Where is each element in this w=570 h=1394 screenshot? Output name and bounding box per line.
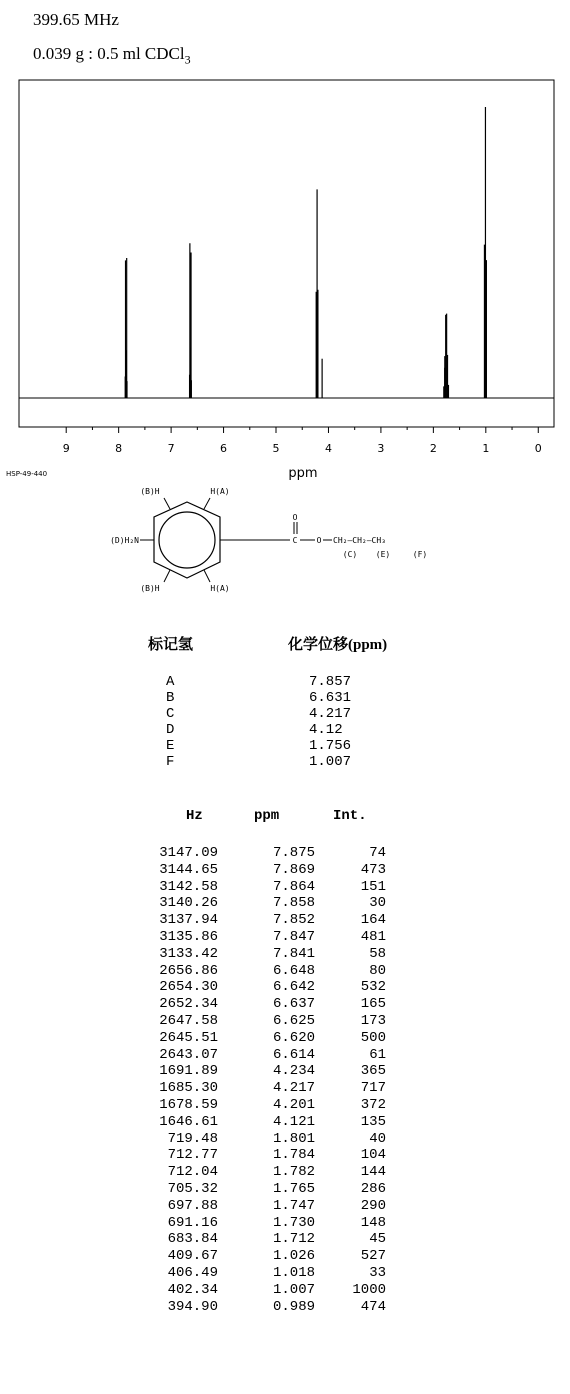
peak-intensity: 164 xyxy=(360,912,386,929)
peak-ppm: 1.018 xyxy=(272,1265,315,1281)
peak-hz: 691.16 xyxy=(167,1214,218,1231)
x-tick-label: 7 xyxy=(167,442,175,455)
peak-hz: 3137.94 xyxy=(159,912,218,929)
peak-intensity: 58 xyxy=(369,945,386,962)
label-ha-top: H(A) xyxy=(210,487,230,496)
peak-intensity: 74 xyxy=(369,845,386,861)
bond-ha-bottom xyxy=(204,570,210,582)
peak-header-ppm: ppm xyxy=(254,808,280,824)
peak-hz: 3142.58 xyxy=(159,878,218,895)
peak-row xyxy=(0,963,570,979)
assignment-shift: 4.12 xyxy=(309,722,343,738)
peak-row xyxy=(0,1097,570,1113)
assignment-shift: 1.007 xyxy=(309,754,352,770)
peak-row xyxy=(0,1131,570,1147)
peak-row xyxy=(0,1047,570,1063)
label-f: (F) xyxy=(412,550,428,559)
peak-ppm: 4.121 xyxy=(272,1113,315,1130)
peak-intensity: 1000 xyxy=(352,1281,386,1298)
peak-intensity: 286 xyxy=(360,1181,386,1197)
peak-ppm: 1.730 xyxy=(272,1214,315,1231)
peak-intensity: 135 xyxy=(360,1113,386,1130)
label-e: (E) xyxy=(375,550,391,559)
peak-row xyxy=(0,1164,570,1180)
peak-hz: 1678.59 xyxy=(159,1097,218,1113)
peak-ppm: 7.875 xyxy=(272,845,315,861)
peak-hz: 2656.86 xyxy=(159,962,218,979)
label-carbonyl-o: O xyxy=(292,513,298,522)
peak-ppm: 7.841 xyxy=(272,945,315,962)
peak-row xyxy=(0,1282,570,1298)
peak-hz: 2654.30 xyxy=(159,979,218,996)
x-tick-label: 3 xyxy=(377,442,385,455)
peak-ppm: 1.784 xyxy=(272,1147,315,1164)
x-tick-label: 4 xyxy=(324,442,332,455)
assignment-label: D xyxy=(166,722,175,738)
bond-hb-bottom xyxy=(164,570,170,582)
x-tick-label: 9 xyxy=(62,442,70,455)
assignment-shift: 7.857 xyxy=(309,674,352,690)
peak-hz: 2652.34 xyxy=(159,996,218,1013)
peak-row xyxy=(0,879,570,895)
peak-ppm: 1.801 xyxy=(272,1130,315,1147)
peak-intensity: 500 xyxy=(360,1029,386,1046)
peak-row xyxy=(0,1248,570,1264)
label-hb-bottom: (B)H xyxy=(140,584,160,593)
sample-subscript: 3 xyxy=(184,52,191,67)
peak-hz: 1685.30 xyxy=(159,1080,218,1097)
peak-hz: 683.84 xyxy=(167,1231,218,1248)
peak-row xyxy=(0,912,570,928)
label-ester-c: C xyxy=(292,536,298,545)
peak-intensity: 144 xyxy=(360,1164,386,1181)
peak-intensity: 151 xyxy=(360,878,386,895)
assignment-row xyxy=(0,706,570,722)
peak-intensity: 365 xyxy=(360,1063,386,1080)
peak-ppm: 0.989 xyxy=(272,1298,315,1315)
peak-intensity: 80 xyxy=(369,962,386,979)
assignment-label: F xyxy=(166,754,175,770)
label-ester-o: O xyxy=(316,536,322,545)
plot-frame xyxy=(19,80,554,427)
peak-header-hz: Hz xyxy=(186,808,203,824)
peak-ppm: 1.747 xyxy=(272,1197,315,1214)
assignment-label: B xyxy=(166,690,175,706)
peak-row xyxy=(0,1030,570,1046)
peak-ppm: 4.234 xyxy=(272,1063,315,1080)
assignment-shift: 6.631 xyxy=(309,690,352,706)
peak-row xyxy=(0,929,570,945)
label-c: (C) xyxy=(342,550,358,559)
label-amine: (D)H₂N xyxy=(110,536,139,545)
tick-layer xyxy=(63,427,542,455)
assignment-label: E xyxy=(166,738,175,754)
x-tick-label: 0 xyxy=(534,442,542,455)
assignment-row xyxy=(0,674,570,690)
peak-ppm: 1.026 xyxy=(272,1248,315,1265)
peak-ppm: 6.620 xyxy=(272,1029,315,1046)
peak-hz: 1646.61 xyxy=(159,1113,218,1130)
peak-header-int: Int. xyxy=(333,808,367,824)
peak-ppm: 6.625 xyxy=(272,1013,315,1029)
assignment-row xyxy=(0,738,570,754)
peak-intensity: 290 xyxy=(360,1197,386,1214)
peak-hz: 402.34 xyxy=(167,1281,218,1298)
peak-row xyxy=(0,895,570,911)
peak-ppm: 1.007 xyxy=(272,1281,315,1298)
peak-intensity: 527 xyxy=(360,1248,386,1265)
peak-layer xyxy=(125,107,486,398)
x-tick-label: 5 xyxy=(272,442,280,455)
peak-ppm: 7.847 xyxy=(272,929,315,945)
peak-intensity: 717 xyxy=(360,1080,386,1097)
peak-row xyxy=(0,996,570,1012)
peak-row xyxy=(0,979,570,995)
peak-hz: 409.67 xyxy=(167,1248,218,1265)
peak-ppm: 6.614 xyxy=(272,1046,315,1063)
peak-ppm: 6.637 xyxy=(272,996,315,1013)
peak-ppm: 7.858 xyxy=(272,895,315,912)
peak-intensity: 33 xyxy=(369,1265,386,1281)
peak-row xyxy=(0,1299,570,1315)
peak-ppm: 7.852 xyxy=(272,912,315,929)
peak-row xyxy=(0,1181,570,1197)
molecule-structure xyxy=(110,482,470,617)
peak-intensity: 532 xyxy=(360,979,386,996)
peak-intensity: 45 xyxy=(369,1231,386,1248)
label-ha-bottom: H(A) xyxy=(210,584,230,593)
assignment-label: A xyxy=(166,674,175,690)
peak-row xyxy=(0,1147,570,1163)
assignment-shift: 4.217 xyxy=(309,706,352,722)
bond-hb-top xyxy=(164,498,170,509)
x-axis-label: ppm xyxy=(288,466,318,481)
peak-hz: 3144.65 xyxy=(159,861,218,878)
peak-hz: 705.32 xyxy=(167,1181,218,1197)
peak-intensity: 473 xyxy=(360,861,386,878)
peak-hz: 2645.51 xyxy=(159,1029,218,1046)
peak-row xyxy=(0,1265,570,1281)
peak-hz: 712.77 xyxy=(167,1147,218,1164)
peak-ppm: 6.642 xyxy=(272,979,315,996)
peak-hz: 1691.89 xyxy=(159,1063,218,1080)
peak-row xyxy=(0,1231,570,1247)
assignment-label-header: 标记氢 xyxy=(148,637,194,653)
peak-intensity: 30 xyxy=(369,895,386,912)
peak-ppm: 1.712 xyxy=(272,1231,315,1248)
assignment-row xyxy=(0,754,570,770)
x-tick-label: 6 xyxy=(220,442,228,455)
peak-hz: 406.49 xyxy=(167,1265,218,1281)
assignment-row xyxy=(0,690,570,706)
peak-ppm: 1.765 xyxy=(272,1181,315,1197)
label-propyl-chain: CH₂—CH₂—CH₃ xyxy=(333,536,386,545)
peak-intensity: 148 xyxy=(360,1214,386,1231)
peak-hz: 394.90 xyxy=(167,1298,218,1315)
peak-intensity: 104 xyxy=(360,1147,386,1164)
peak-ppm: 1.782 xyxy=(272,1164,315,1181)
peak-row xyxy=(0,1114,570,1130)
peak-row xyxy=(0,862,570,878)
assignment-shift-header: 化学位移(ppm) xyxy=(288,637,388,653)
x-tick-label: 1 xyxy=(482,442,490,455)
peak-row xyxy=(0,1063,570,1079)
peak-intensity: 372 xyxy=(360,1097,386,1113)
peak-ppm: 4.217 xyxy=(272,1080,315,1097)
sample-conditions xyxy=(33,44,191,67)
peak-row xyxy=(0,1013,570,1029)
peak-ppm: 4.201 xyxy=(272,1097,315,1113)
x-tick-label: 8 xyxy=(115,442,123,455)
benzene-ring xyxy=(154,502,220,578)
peak-row xyxy=(0,1080,570,1096)
peak-ppm: 7.864 xyxy=(272,878,315,895)
peak-hz: 3135.86 xyxy=(159,929,218,945)
peak-hz: 719.48 xyxy=(167,1130,218,1147)
spectrometer-frequency: 399.65 MHz xyxy=(33,10,119,29)
assignment-shift: 1.756 xyxy=(309,738,352,754)
peak-hz: 3133.42 xyxy=(159,945,218,962)
peak-hz: 712.04 xyxy=(167,1164,218,1181)
assignment-row xyxy=(0,722,570,738)
peak-intensity: 474 xyxy=(360,1298,386,1315)
sample-text: 0.039 g : 0.5 ml CDCl xyxy=(33,44,185,63)
assignment-label: C xyxy=(166,706,175,722)
peak-ppm: 7.869 xyxy=(272,861,315,878)
peak-intensity: 481 xyxy=(360,929,386,945)
peak-hz: 697.88 xyxy=(167,1197,218,1214)
peak-intensity: 40 xyxy=(369,1130,386,1147)
peak-hz: 3140.26 xyxy=(159,895,218,912)
peak-hz: 2647.58 xyxy=(159,1013,218,1029)
peak-row xyxy=(0,946,570,962)
aromatic-circle xyxy=(159,512,215,568)
spectrum-code: HSP-49-440 xyxy=(6,470,48,478)
x-tick-label: 2 xyxy=(429,442,437,455)
peak-row xyxy=(0,1215,570,1231)
peak-hz: 3147.09 xyxy=(159,845,218,861)
peak-intensity: 61 xyxy=(369,1046,386,1063)
label-hb-top: (B)H xyxy=(140,487,160,496)
peak-intensity: 173 xyxy=(360,1013,386,1029)
bond-ha-top xyxy=(204,498,210,509)
peak-intensity: 165 xyxy=(360,996,386,1013)
peak-ppm: 6.648 xyxy=(272,962,315,979)
peak-row xyxy=(0,1198,570,1214)
peak-row xyxy=(0,845,570,861)
peak-hz: 2643.07 xyxy=(159,1046,218,1063)
